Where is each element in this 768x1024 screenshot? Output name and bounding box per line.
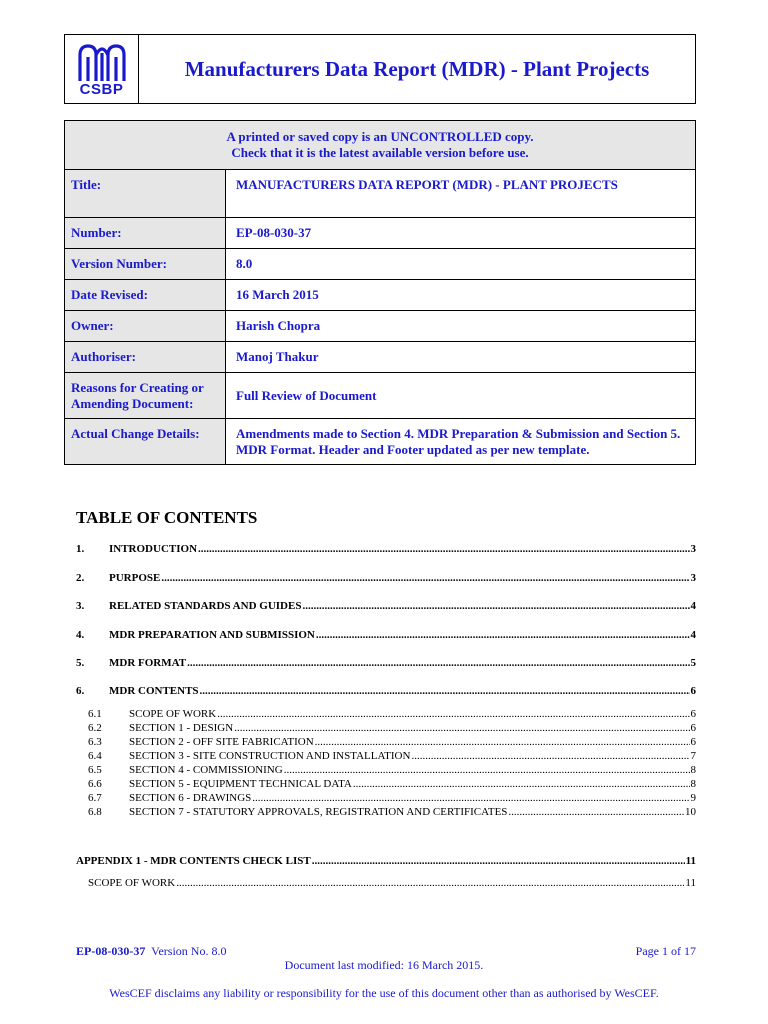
info-label-change-details: Actual Change Details:	[65, 419, 226, 465]
document-info-table	[64, 120, 696, 465]
toc-entry[interactable]: 6. MDR CONTENTS ..... 6	[76, 685, 696, 697]
info-value-authoriser: Manoj Thakur	[226, 342, 696, 373]
company-logo	[65, 35, 139, 103]
csbp-logo-icon	[74, 41, 130, 81]
toc-subentry[interactable]: 6.4 SECTION 3 - SITE CONSTRUCTION AND INSTALLATION ..... 7	[88, 750, 696, 762]
info-label-reasons: Reasons for Creating or Amending Document:	[65, 373, 226, 419]
toc-subentry[interactable]: 6.1 SCOPE OF WORK ..... 6	[88, 708, 696, 720]
toc-entry[interactable]: 2. PURPOSE ..... 3	[76, 572, 696, 584]
info-value-title: MANUFACTURERS DATA REPORT (MDR) - PLANT PROJECTS	[226, 170, 696, 218]
toc-entry[interactable]: 1. INTRODUCTION ..... 3	[76, 543, 696, 555]
info-value-number: EP-08-030-37	[226, 218, 696, 249]
footer-doc-number: EP-08-030-37	[76, 944, 146, 958]
toc-subentry[interactable]: 6.2 SECTION 1 - DESIGN ..... 6	[88, 722, 696, 734]
footer-page-number: Page 1 of 17	[635, 944, 696, 958]
toc-appendix-entry[interactable]: APPENDIX 1 - MDR CONTENTS CHECK LIST ..... 11	[76, 855, 696, 867]
info-value-date-revised: 16 March 2015	[226, 280, 696, 311]
toc-entry[interactable]: 5. MDR FORMAT ..... 5	[76, 657, 696, 669]
document-header	[64, 34, 696, 104]
info-label-version: Version Number:	[65, 249, 226, 280]
toc-entry[interactable]: 4. MDR PREPARATION AND SUBMISSION ..... 4	[76, 629, 696, 641]
info-label-owner: Owner:	[65, 311, 226, 342]
info-label-authoriser: Authoriser:	[65, 342, 226, 373]
toc-subentry[interactable]: 6.8 SECTION 7 - STATUTORY APPROVALS, REGISTRATION AND CERTIFICATES ..... 10	[88, 806, 696, 818]
info-value-change-details: Amendments made to Section 4. MDR Preparation & Submission and Section 5. MDR Format. Header and Footer updated as per new template.	[226, 419, 696, 465]
uncontrolled-copy-notice: A printed or saved copy is an UNCONTROLLED copy. Check that it is the latest available version before use.	[65, 121, 696, 170]
footer-last-modified: Document last modified: 16 March 2015.	[284, 958, 484, 972]
toc-appendix-subentry[interactable]: SCOPE OF WORK ..... 11	[88, 877, 696, 889]
info-label-title: Title:	[65, 170, 226, 218]
toc-entry[interactable]: 3. RELATED STANDARDS AND GUIDES ..... 4	[76, 600, 696, 612]
logo-text: CSBP	[79, 81, 124, 98]
info-label-number: Number:	[65, 218, 226, 249]
toc-subentry[interactable]: 6.5 SECTION 4 - COMMISSIONING ..... 8	[88, 764, 696, 776]
toc-subentry[interactable]: 6.3 SECTION 2 - OFF SITE FABRICATION ..... 6	[88, 736, 696, 748]
footer-version: Version No. 8.0	[151, 944, 227, 958]
info-value-reasons: Full Review of Document	[226, 373, 696, 419]
info-label-date-revised: Date Revised:	[65, 280, 226, 311]
document-title: Manufacturers Data Report (MDR) - Plant Projects	[184, 56, 650, 81]
info-value-owner: Harish Chopra	[226, 311, 696, 342]
toc-subentry[interactable]: 6.6 SECTION 5 - EQUIPMENT TECHNICAL DATA ..... 8	[88, 778, 696, 790]
toc-heading: TABLE OF CONTENTS	[76, 508, 258, 527]
footer-disclaimer: WesCEF disclaims any liability or responsibility for the use of this document other than as authorised by WesCEF.	[109, 986, 659, 1000]
toc-subentry[interactable]: 6.7 SECTION 6 - DRAWINGS ..... 9	[88, 792, 696, 804]
page-footer	[76, 944, 696, 959]
info-value-version: 8.0	[226, 249, 696, 280]
